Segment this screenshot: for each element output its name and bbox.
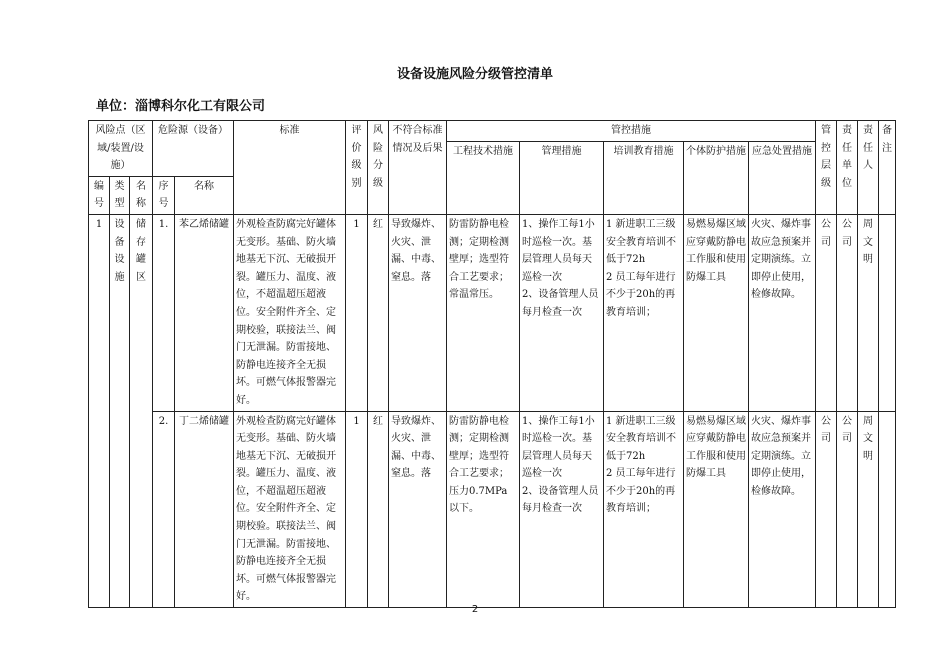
risk-control-table [88, 120, 896, 608]
header-resp-person: 责任人 [858, 121, 879, 215]
group-type: 设备设施 [110, 214, 130, 607]
row-emergency: 火灾、爆炸事故应急预案并定期演练。立即停止使用，检修故障。 [749, 411, 816, 608]
header-remark: 备注 [879, 121, 896, 215]
row-standard: 外观检查防腐完好罐体无变形。基础、防火墙 地基无下沉、无破损开裂。罐压力、温度、液位，不超温超压超液位。安全附件齐全、定期校验。联接法兰、阀门无泄漏。防雷接地、防静电连接齐全无损坏。可燃气体报警器完好。 [234, 411, 346, 608]
row-risk-level: 红 [368, 214, 389, 411]
row-eval-level: 1 [346, 214, 368, 411]
row-management: 1、操作工每1小时巡检一次。基层管理人员每天巡检一次 2、设备管理人员每月检查一次 [520, 411, 604, 608]
row-remark [879, 411, 896, 608]
row-resp-unit: 公司 [837, 411, 858, 608]
row-hazard-name: 苯乙烯储罐 [175, 214, 234, 411]
row-training: 1 新进职工三级安全教育培训不低于72h 2 员工每年进行不少于20h的再教育培训； [604, 411, 684, 608]
row-risk-level: 红 [368, 411, 389, 608]
header-hazard-source: 危险源（设备） [153, 121, 234, 177]
row-nonconformity: 导致爆炸、火灾、泄漏、中毒、窒息。落 [389, 214, 447, 411]
row-resp-person: 周文明 [858, 411, 879, 608]
row-seq: 2. [153, 411, 175, 608]
row-hazard-name: 丁二烯储罐 [175, 411, 234, 608]
header-row-1 [89, 121, 896, 142]
header-hazard-name: 名称 [175, 176, 234, 214]
header-ppe: 个体防护措施 [684, 141, 749, 214]
row-engineering: 防雷防静电检测；定期检测壁厚；选型符合工艺要求；常温常压。 [447, 214, 520, 411]
row-emergency: 火灾、爆炸事故应急预案并定期演练。立即停止使用，检修故障。 [749, 214, 816, 411]
header-name: 名称 [130, 176, 153, 214]
header-engineering: 工程技术措施 [447, 141, 520, 214]
header-eval-level: 评价级别 [346, 121, 368, 215]
row-control-level: 公司 [816, 214, 837, 411]
header-seq: 序号 [153, 176, 175, 214]
group-no: 1 [89, 214, 110, 607]
group-name: 储存罐区 [130, 214, 153, 607]
row-remark [879, 214, 896, 411]
header-emergency: 应急处置措施 [749, 141, 816, 214]
row-eval-level: 1 [346, 411, 368, 608]
row-seq: 1. [153, 214, 175, 411]
document-title: 设备设施风险分级管控清单 [396, 67, 553, 82]
page-number: 2 [471, 604, 479, 615]
table-row [89, 411, 896, 608]
header-management: 管理措施 [520, 141, 604, 214]
header-no: 编号 [89, 176, 110, 214]
row-control-level: 公司 [816, 411, 837, 608]
row-training: 1 新进职工三级安全教育培训不低于72h 2 员工每年进行不少于20h的再教育培训； [604, 214, 684, 411]
header-risk-point: 风险点（区域/装置/设施） [89, 121, 153, 177]
header-type: 类型 [110, 176, 130, 214]
table-row [89, 214, 896, 411]
row-management: 1、操作工每1小时巡检一次。基层管理人员每天巡检一次 2、设备管理人员每月检查一次 [520, 214, 604, 411]
row-resp-unit: 公司 [837, 214, 858, 411]
header-risk-level: 风险分级 [368, 121, 389, 215]
header-control-measures: 管控措施 [447, 121, 816, 142]
row-standard: 外观检查防腐完好罐体无变形。基础、防火墙 地基无下沉、无破损开裂。罐压力、温度、液位，不超温超压超液位。安全附件齐全、定期校验，联接法兰、阀门无泄漏。防雷接地、防静电连接齐全无损坏。可燃气体报警器完好。 [234, 214, 346, 411]
header-resp-unit: 责任单位 [837, 121, 858, 215]
unit-label: 单位：淄博科尔化工有限公司 [96, 99, 266, 114]
header-training: 培训教育措施 [604, 141, 684, 214]
row-engineering: 防雷防静电检测；定期检测壁厚；选型符合工艺要求；压力0.7MPa以下。 [447, 411, 520, 608]
row-ppe: 易燃易爆区域应穿戴防静电工作服和使用防爆工具 [684, 411, 749, 608]
row-nonconformity: 导致爆炸、火灾、泄漏、中毒、窒息。落 [389, 411, 447, 608]
row-resp-person: 周文明 [858, 214, 879, 411]
header-standard: 标准 [234, 121, 346, 215]
header-control-level: 管控层级 [816, 121, 837, 215]
header-nonconformity: 不符合标准情况及后果 [389, 121, 447, 215]
row-ppe: 易燃易爆区域应穿戴防静电工作服和使用防爆工具 [684, 214, 749, 411]
